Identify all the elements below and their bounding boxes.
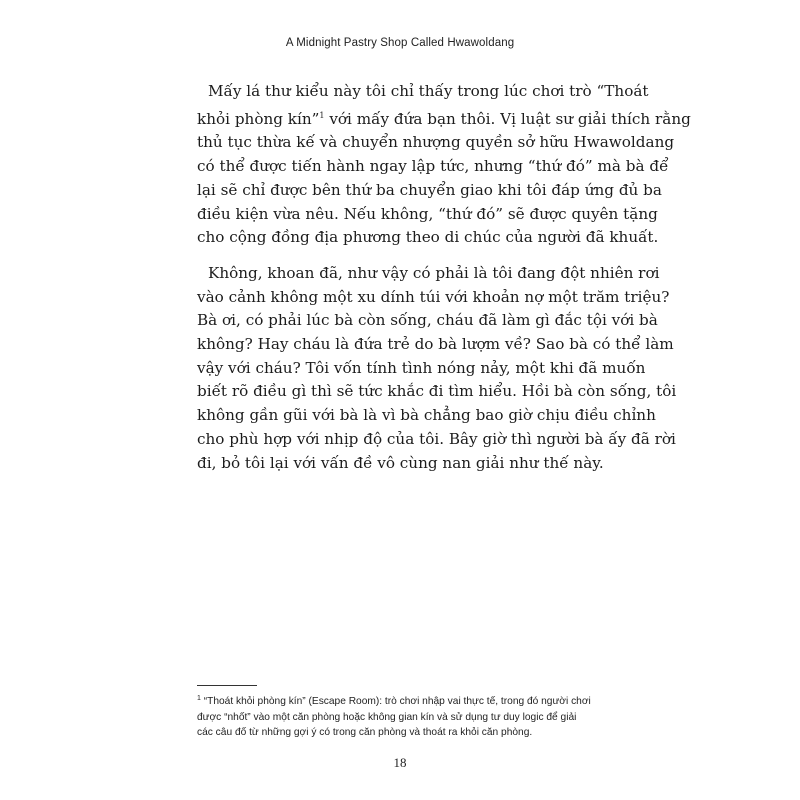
text-line-part: khỏi phòng kín” xyxy=(197,109,320,128)
footnote xyxy=(197,691,617,741)
footnote-reference[interactable]: 1 xyxy=(319,110,325,120)
footnote-marker: 1 xyxy=(197,695,201,702)
page-number: 18 xyxy=(393,755,407,770)
text-line: có thể được tiến hành ngay lập tức, nhưng “thứ đó” mà bà để xyxy=(197,157,669,176)
text-line: không gần gũi với bà là vì bà chẳng bao giờ chịu điều chỉnh xyxy=(197,406,656,425)
body-text xyxy=(197,80,691,487)
text-line: điều kiện vừa nêu. Nếu không, “thứ đó” sẽ được quyên tặng xyxy=(197,204,658,223)
footnote-line: các câu đố từ những gợi ý có trong căn phòng và thoát ra khỏi căn phòng. xyxy=(197,727,533,738)
footnote-divider xyxy=(197,685,257,686)
paragraph-1 xyxy=(197,80,691,250)
text-line: vào cảnh không một xu dính túi với khoản nợ một trăm triệu? xyxy=(197,287,670,306)
footnote-line: được “nhốt” vào một căn phòng hoặc không gian kín và sử dụng tư duy logic để giải xyxy=(197,711,577,723)
footnote-line-part: “Thoát khỏi phòng kín” (Escape Room): trò chơi nhập vai thực tế, trong đó người chơi xyxy=(200,696,591,707)
text-line: biết rõ điều gì thì sẽ tức khắc đi tìm hiểu. Hồi bà còn sống, tôi xyxy=(197,382,677,401)
text-line: vậy với cháu? Tôi vốn tính tình nóng nảy, một khi đã muốn xyxy=(197,358,646,377)
running-header-title: A Midnight Pastry Shop Called Hwawoldang xyxy=(285,37,515,49)
text-line xyxy=(197,104,691,132)
text-line: đi, bỏ tôi lại với vấn đề vô cùng nan giải như thế này. xyxy=(197,453,604,472)
text-line: thủ tục thừa kế và chuyển nhượng quyền sở hữu Hwawoldang xyxy=(197,133,675,152)
text-line: không? Hay cháu là đứa trẻ do bà lượm về? Sao bà có thể làm xyxy=(197,335,674,354)
text-line: lại sẽ chỉ được bên thứ ba chuyển giao khi tôi đáp ứng đủ ba xyxy=(197,180,662,199)
text-line-part: với mấy đứa bạn thôi. Vị luật sư giải thích rằng xyxy=(324,109,691,128)
text-line: Không, khoan đã, như vậy có phải là tôi đang đột nhiên rơi xyxy=(208,263,660,282)
footnote-line xyxy=(197,691,617,710)
text-line: Bà ơi, có phải lúc bà còn sống, cháu đã làm gì đắc tội với bà xyxy=(197,311,658,330)
text-line: Mấy lá thư kiểu này tôi chỉ thấy trong lúc chơi trò “Thoát xyxy=(208,82,649,100)
text-line: cho cộng đồng địa phương theo di chúc của người đã khuất. xyxy=(197,228,659,247)
paragraph-2 xyxy=(197,262,677,475)
text-line: cho phù hợp với nhịp độ của tôi. Bây giờ thì người bà ấy đã rời xyxy=(197,429,676,448)
